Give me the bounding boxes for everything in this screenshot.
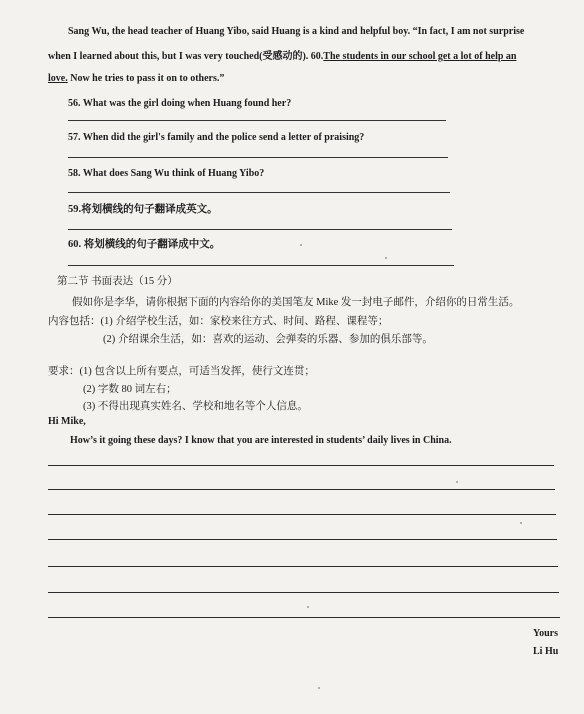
writing-prompt: 假如你是李华，请你根据下面的内容给你的美国笔友 Mike 发一封电子邮件，介绍你的日常生活。: [72, 297, 520, 308]
answer-line-58: [68, 192, 450, 193]
passage-line-3-plain: Now he tries to pass it on to others.”: [67, 73, 225, 84]
content-point-2: (2) 介绍课余生活，如：喜欢的运动、会弹奏的乐器、参加的俱乐部等。: [103, 334, 433, 345]
writing-line-4: [48, 539, 557, 540]
writing-section-title: 第二节 书面表达（15 分）: [57, 276, 178, 287]
scan-speck: [307, 606, 309, 608]
passage-line-2: [48, 50, 516, 63]
letter-greeting: Hi Mike,: [48, 416, 86, 427]
letter-closing: Yours: [533, 628, 559, 639]
answer-line-59: [68, 229, 452, 230]
writing-line-1: [48, 465, 554, 466]
writing-line-3: [48, 514, 556, 515]
scan-speck: [300, 244, 302, 246]
underlined-sentence-part-2: love.: [48, 73, 68, 84]
writing-line-2: [48, 489, 555, 490]
question-59: 59.将划横线的句子翻译成英文。: [68, 204, 218, 215]
scan-speck: [385, 257, 387, 259]
requirement-1: 要求：(1) 包含以上所有要点，可适当发挥，使行文连贯；: [48, 366, 315, 377]
writing-line-6: [48, 592, 559, 593]
answer-line-60: [68, 265, 454, 266]
question-57: 57. When did the girl's family and the police send a letter of praising?: [68, 132, 365, 143]
question-58: 58. What does Sang Wu think of Huang Yibo?: [68, 168, 265, 179]
requirement-2: (2) 字数 80 词左右；: [83, 384, 177, 395]
scan-speck: [520, 522, 522, 524]
requirement-3: (3) 不得出现真实姓名、学校和地名等个人信息。: [83, 401, 308, 412]
scan-speck: [318, 687, 320, 689]
passage-line-1: Sang Wu, the head teacher of Huang Yibo, said Huang is a kind and helpful boy. “In fact, I am not surprise: [68, 26, 525, 37]
answer-line-56: [68, 120, 446, 121]
underlined-sentence-part-1: The students in our school get a lot of help an: [323, 51, 517, 62]
passage-line-2-plain: when I learned about this, but I was very touched(受感动的). 60.: [48, 51, 324, 62]
question-60: 60. 将划横线的句子翻译成中文。: [68, 239, 221, 250]
passage-line-3: [48, 72, 224, 85]
writing-line-7: [48, 617, 560, 618]
writing-line-5: [48, 566, 558, 567]
scan-speck: [456, 481, 458, 483]
letter-signature: Li Hu: [533, 646, 559, 657]
content-point-1: 内容包括：(1) 介绍学校生活，如：家校来往方式、时间、路程、课程等；: [48, 316, 389, 327]
question-56: 56. What was the girl doing when Huang found her?: [68, 98, 292, 109]
answer-line-57: [68, 157, 448, 158]
letter-opening: How’s it going these days? I know that you are interested in students’ daily lives in China.: [70, 435, 452, 446]
